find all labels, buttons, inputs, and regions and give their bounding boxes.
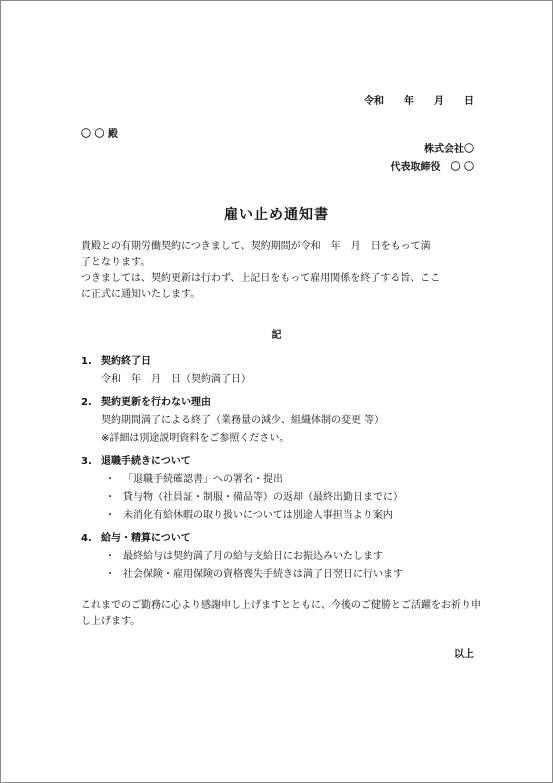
- closing-line: これまでのご勤務に心より感謝申し上げますとともに、今後のご健勝とご活躍をお祈り申: [81, 600, 481, 611]
- bullet-text: 未消化有給休暇の取り扱いについては別途人事担当より案内: [123, 510, 393, 521]
- section-line: 令和 年 月 日（契約満了日）: [101, 374, 251, 385]
- section-3: [81, 453, 491, 525]
- section-number: 4.: [81, 533, 92, 544]
- closing-paragraph: [81, 598, 501, 630]
- section-heading: [81, 530, 491, 548]
- bullet-text: 社会保険・雇用保険の資格喪失手続きは満了日翌日に行います: [123, 569, 403, 580]
- date-line: 令和 年 月 日: [364, 96, 474, 107]
- bullet-icon: ・: [105, 474, 115, 485]
- intro-paragraph: [81, 239, 481, 303]
- intro-line: に正式に通知いたします。: [81, 289, 201, 300]
- ki-heading: 記: [271, 330, 282, 341]
- section-heading: [81, 353, 491, 371]
- section-heading: [81, 394, 491, 412]
- intro-line: 貴殿との有期労働契約につきまして、契約期間が令和 年 月 日をもって満: [81, 241, 431, 252]
- bullet-item: [81, 507, 491, 525]
- bullet-text: 「退職手続確認書」への署名・提出: [123, 474, 283, 485]
- section-title: 契約終了日: [101, 356, 151, 367]
- bullet-text: 最終給与は契約満了月の給与支給日にお振込みいたします: [123, 551, 383, 562]
- end-mark: 以上: [454, 649, 474, 660]
- intro-line: 了となります。: [81, 257, 151, 268]
- representative-name: 代表取締役 〇 〇: [390, 162, 474, 173]
- section-number: 1.: [81, 356, 92, 367]
- section-title: 契約更新を行わない理由: [101, 397, 211, 408]
- section-number: 2.: [81, 397, 92, 408]
- bullet-icon: ・: [105, 551, 115, 562]
- bullet-item: [81, 489, 491, 507]
- section-4: [81, 530, 491, 584]
- section-line: ※詳細は別途説明資料をご参照ください。: [101, 433, 290, 444]
- intro-line: つきましては、契約更新は行わず、上記日をもって雇用関係を終了する旨、ここ: [81, 273, 441, 284]
- bullet-icon: ・: [105, 510, 115, 521]
- bullet-item: [81, 471, 491, 489]
- section-line: 契約期間満了による終了（業務量の減少、組織体制の変更 等）: [101, 415, 385, 426]
- section-title: 給与・精算について: [101, 533, 191, 544]
- recipient-line: 〇 〇 殿: [81, 129, 118, 140]
- section-number: 3.: [81, 456, 92, 467]
- section-heading: [81, 453, 491, 471]
- section-2: [81, 394, 491, 448]
- section-title: 退職手続きについて: [101, 456, 191, 467]
- bullet-text: 貸与物（社員証・制服・備品等）の返却（最終出勤日までに）: [123, 492, 403, 503]
- bullet-item: [81, 548, 491, 566]
- document-title: 雇い止め通知書: [224, 207, 329, 223]
- closing-line: し上げます。: [81, 616, 141, 627]
- company-name: 株式会社〇: [424, 144, 474, 155]
- bullet-item: [81, 566, 491, 584]
- bullet-icon: ・: [105, 569, 115, 580]
- section-1: [81, 353, 491, 389]
- bullet-icon: ・: [105, 492, 115, 503]
